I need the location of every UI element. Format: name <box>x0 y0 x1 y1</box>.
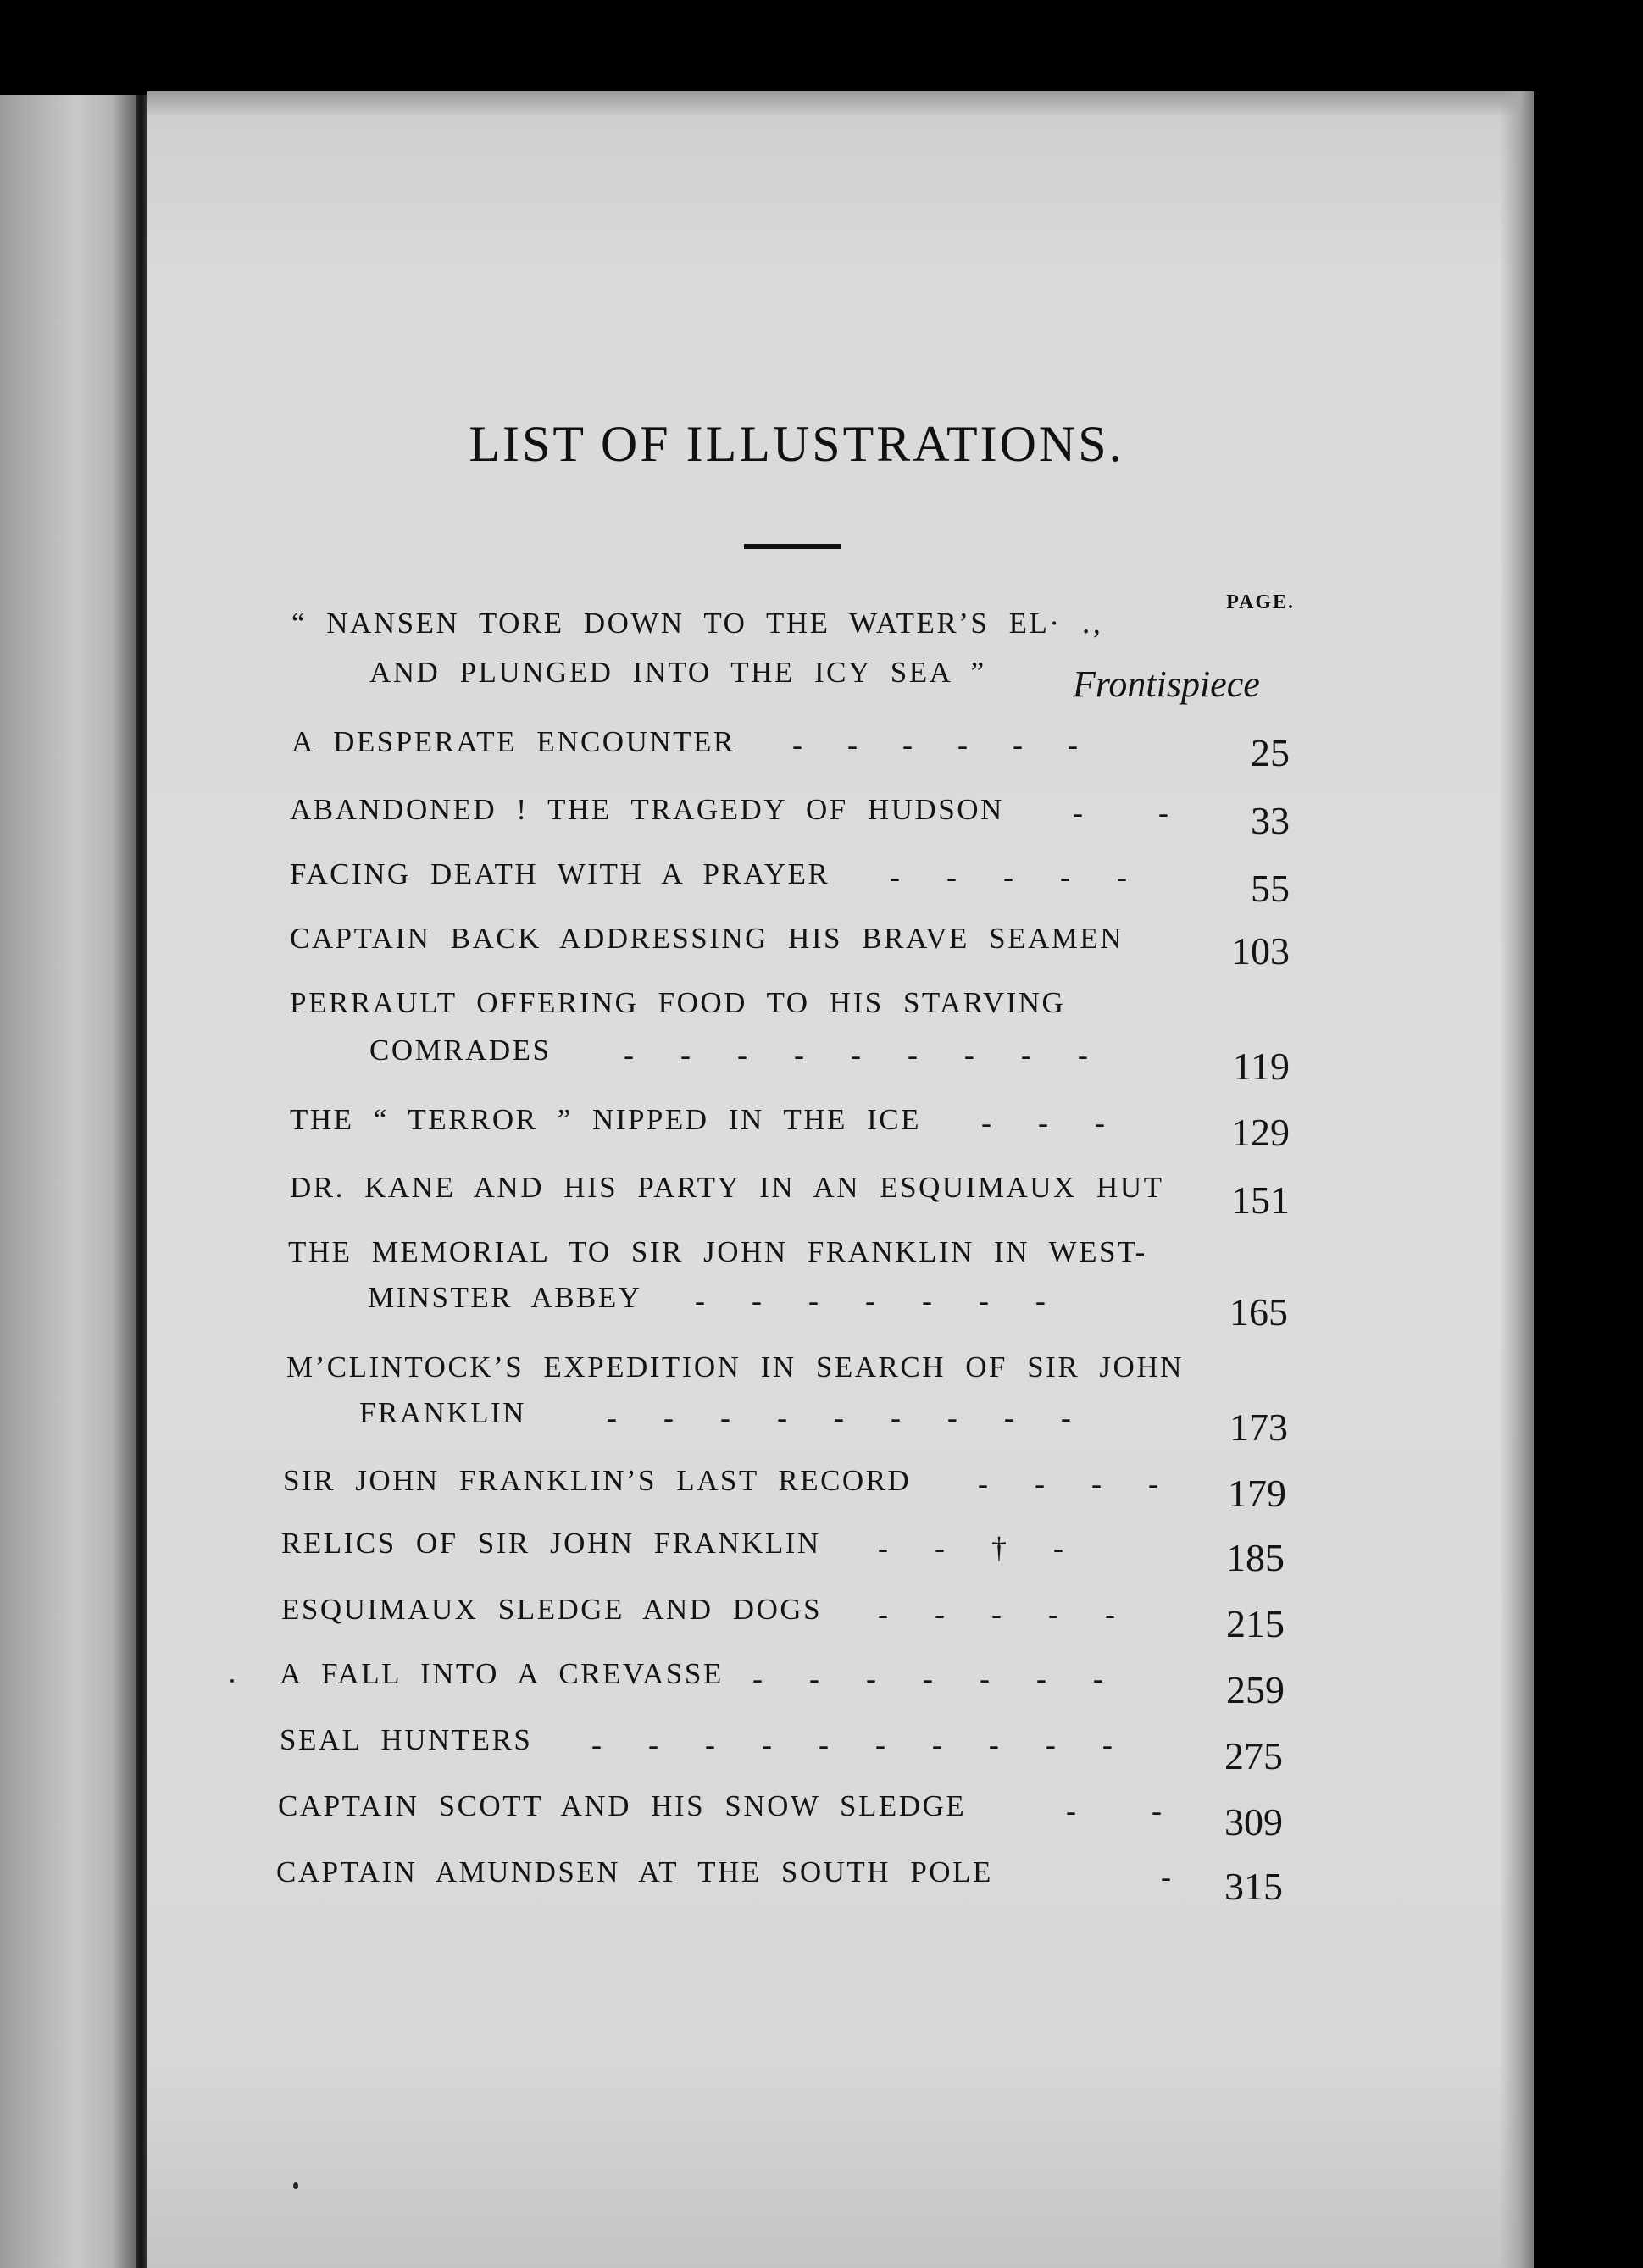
entry-line: ABANDONED ! THE TRAGEDY OF HUDSON <box>290 793 1004 826</box>
entry-line: CAPTAIN AMUNDSEN AT THE SOUTH POLE <box>276 1855 993 1888</box>
entry-line: ESQUIMAUX SLEDGE AND DOGS <box>281 1593 823 1626</box>
entry-line: DR. KANE AND HIS PARTY IN AN ESQUIMAUX HUT <box>290 1171 1164 1204</box>
entry-page-number: 129 <box>1231 1111 1290 1154</box>
entry-line: FACING DEATH WITH A PRAYER <box>290 857 830 890</box>
dot-leaders: - - <box>1066 1794 1162 1827</box>
entry-page-number: 309 <box>1224 1800 1283 1844</box>
entry-page-number: 103 <box>1231 929 1290 973</box>
entry-page-number: 25 <box>1251 731 1290 774</box>
entry-line: A FALL INTO A CREVASSE <box>280 1657 724 1690</box>
dot-leaders: - - - <box>981 1106 1105 1140</box>
entry-line: PERRAULT OFFERING FOOD TO HIS STARVING <box>290 986 1066 1019</box>
entry-page-number: 55 <box>1251 867 1290 910</box>
entry-page-number: 275 <box>1224 1734 1283 1777</box>
dot-leaders: - - <box>1073 796 1168 829</box>
entry-page-number: 179 <box>1228 1472 1286 1515</box>
entry-line: CAPTAIN BACK ADDRESSING HIS BRAVE SEAMEN <box>290 922 1124 955</box>
dot-leaders: - <box>1161 1860 1171 1894</box>
entry-line: SIR JOHN FRANKLIN’S LAST RECORD <box>283 1464 912 1497</box>
entry-line: THE “ TERROR ” NIPPED IN THE ICE <box>290 1103 922 1136</box>
entry-page-number: 185 <box>1226 1536 1285 1579</box>
entry-page-label: Frontispiece <box>1073 663 1260 705</box>
page-title: LIST OF ILLUSTRATIONS. <box>469 416 1124 472</box>
entry-page-number: 259 <box>1226 1668 1285 1711</box>
dot-leaders: - - - - - - - <box>752 1661 1103 1695</box>
entry-page-number: 119 <box>1232 1045 1290 1088</box>
entry-line: A DESPERATE ENCOUNTER <box>291 725 735 758</box>
entry-line: “ NANSEN TORE DOWN TO THE WATER’S EL· ․, <box>291 607 1103 640</box>
entry-line: THE MEMORIAL TO SIR JOHN FRANKLIN IN WEST- <box>288 1235 1147 1268</box>
dot-leaders: - - - - - - - - - - <box>591 1727 1113 1761</box>
entry-page-number: 215 <box>1226 1602 1285 1645</box>
entry-line: COMRADES <box>369 1034 552 1067</box>
page-column-label: PAGE. <box>1226 591 1295 613</box>
dot-leaders: - - - - - - - <box>695 1284 1046 1317</box>
entry-page-number: 173 <box>1229 1406 1288 1449</box>
entry-page-number: 151 <box>1231 1178 1290 1222</box>
dot-leaders: - - - - <box>978 1467 1158 1500</box>
dot-leaders: - - † - <box>878 1531 1063 1565</box>
entry-page-number: 315 <box>1224 1865 1283 1908</box>
dot-leaders: - - - - - <box>878 1597 1115 1631</box>
dot-leaders: - - - - - <box>890 860 1127 894</box>
entry-page-number: 33 <box>1251 799 1290 842</box>
scan-speck <box>293 2182 298 2189</box>
entry-line: AND PLUNGED INTO THE ICY SEA ” <box>369 656 986 689</box>
entry-line: CAPTAIN SCOTT AND HIS SNOW SLEDGE <box>278 1789 967 1822</box>
dot-leaders: - - - - - - - - - <box>624 1038 1088 1072</box>
entry-line: M’CLINTOCK’S EXPEDITION IN SEARCH OF SIR JOHN <box>286 1350 1184 1384</box>
dot-leaders: - - - - - - - - - <box>607 1400 1071 1434</box>
dot-leaders: - - - - - - <box>792 728 1078 762</box>
entry-line: FRANKLIN <box>359 1396 526 1429</box>
entry-line: MINSTER ABBEY <box>368 1281 642 1314</box>
entry-line: SEAL HUNTERS <box>280 1723 533 1756</box>
entry-page-number: 165 <box>1229 1290 1288 1334</box>
entry-line: RELICS OF SIR JOHN FRANKLIN <box>281 1527 821 1560</box>
scan-speck <box>230 1679 234 1683</box>
